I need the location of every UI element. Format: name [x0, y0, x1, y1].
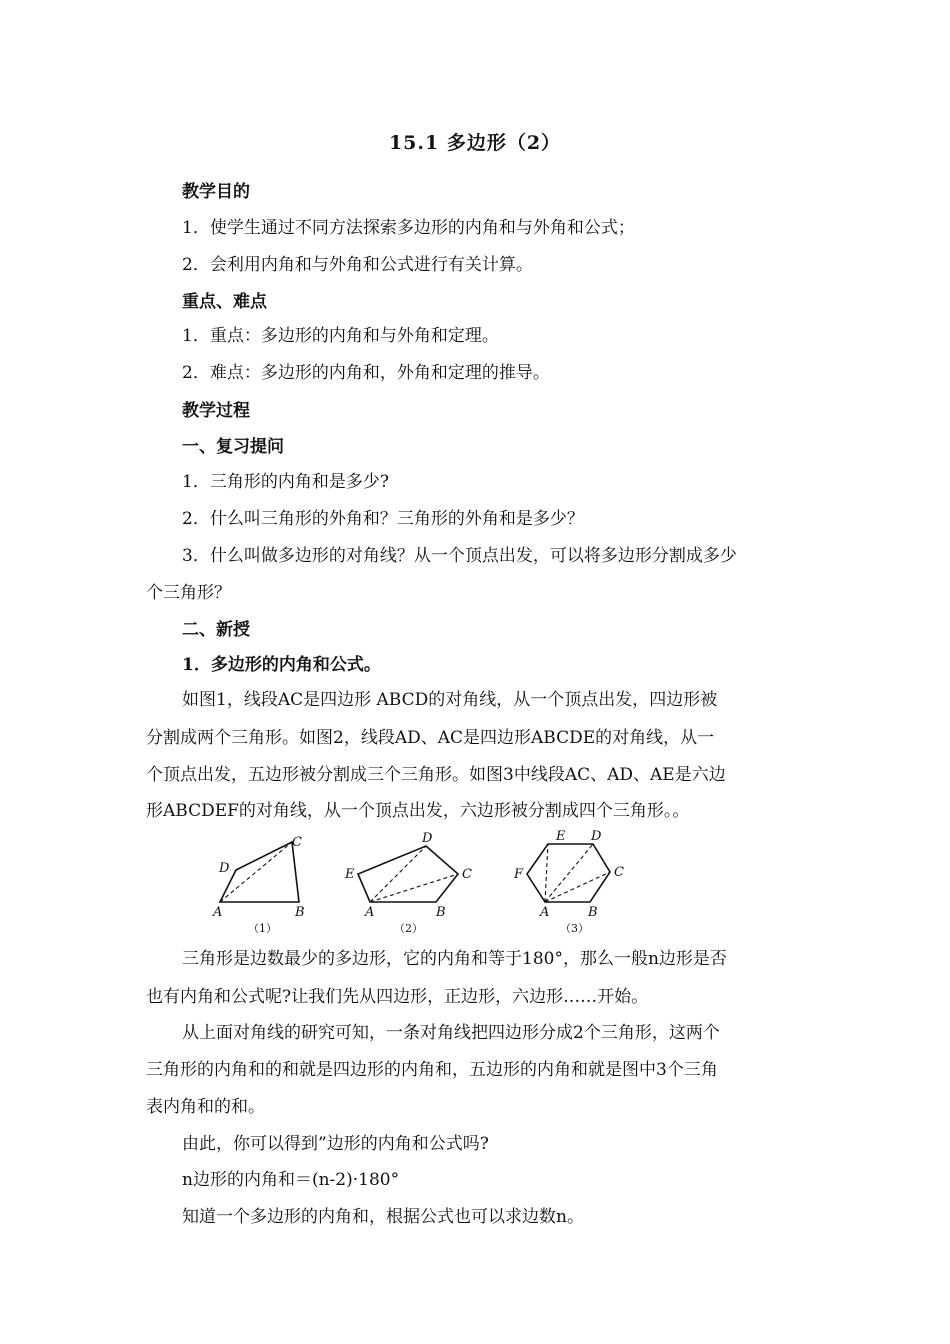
- diagonal-ac-fig1: [220, 842, 292, 902]
- paragraph-1-line-3: 个顶点出发，五边形被分割成三个三角形。如图3中线段AC、AD、AE是六边: [146, 765, 726, 785]
- interior-angle-subheading: 1．多边形的内角和公式。: [182, 655, 381, 675]
- objective-2: 2．会利用内角和与外角和公式进行有关计算。: [182, 255, 533, 275]
- review-question-2: 2．什么叫三角形的外角和？三角形的外角和是多少？: [182, 509, 584, 529]
- fig1-label-b: B: [295, 905, 305, 920]
- fig1-label-d: D: [219, 861, 230, 876]
- fig3-label-b: B: [588, 905, 598, 920]
- paragraph-2-line-1: 三角形是边数最少的多边形，它的内角和等于180°，那么一般n边形是否: [182, 949, 727, 969]
- key-points-heading: 重点、难点: [182, 292, 267, 312]
- paragraph-1-line-1: 如图1，线段AC是四边形 ABCD的对角线，从一个顶点出发，四边形被: [182, 690, 718, 710]
- polygon-diagrams-svg: [200, 826, 640, 946]
- objective-1: 1．使学生通过不同方法探索多边形的内角和与外角和公式；: [182, 218, 635, 238]
- polygon-figures: [200, 826, 640, 946]
- objectives-heading: 教学目的: [182, 182, 250, 202]
- paragraph-4: 由此，你可以得到”边形的内角和公式吗?: [182, 1134, 489, 1154]
- diagonal-ae-fig3: [545, 844, 548, 902]
- fig3-label-d: D: [591, 829, 602, 844]
- fig1-label-c: C: [292, 835, 302, 850]
- quadrilateral-abcd: [220, 842, 299, 902]
- process-heading: 教学过程: [182, 401, 250, 421]
- key-point-1: 1．重点：多边形的内角和与外角和定理。: [182, 326, 499, 346]
- new-lesson-heading: 二、新授: [182, 620, 250, 640]
- fig2-label-c: C: [462, 867, 472, 882]
- paragraph-5: 知道一个多边形的内角和，根据公式也可以求边数n。: [182, 1207, 584, 1227]
- fig3-caption: （3）: [560, 922, 589, 935]
- fig2-caption: （2）: [394, 922, 423, 935]
- pentagon-abcde: [358, 846, 458, 902]
- review-question-3: 3．什么叫做多边形的对角线？从一个顶点出发，可以将多边形分割成多少: [182, 546, 737, 566]
- review-question-1: 1．三角形的内角和是多少?: [182, 472, 389, 492]
- fig2-label-b: B: [436, 905, 446, 920]
- diagonal-ad-fig3: [545, 844, 593, 902]
- fig2-label-a: A: [365, 905, 375, 920]
- paragraph-3-line-2: 三角形的内角和的和就是四边形的内角和，五边形的内角和就是图中3个三角: [146, 1060, 718, 1080]
- fig2-label-d: D: [422, 831, 433, 846]
- paragraph-1-line-4: 形ABCDEF的对角线，从一个顶点出发，六边形被分割成四个三角形。。: [146, 801, 690, 821]
- paragraph-2-line-2: 也有内角和公式呢?让我们先从四边形，正边形，六边形……开始。: [146, 987, 649, 1007]
- fig3-label-c: C: [614, 865, 624, 880]
- fig3-label-f: F: [514, 867, 524, 882]
- review-question-3-cont: 个三角形？: [146, 583, 231, 603]
- paragraph-1-line-2: 分割成两个三角形。如图2，线段AD、AC是四边形ABCDE的对角线，从一: [146, 728, 715, 748]
- review-heading: 一、复习提问: [182, 437, 284, 457]
- key-point-2: 2．难点：多边形的内角和，外角和定理的推导。: [182, 363, 550, 383]
- fig1-label-a: A: [213, 905, 223, 920]
- fig3-label-e: E: [556, 829, 566, 844]
- paragraph-3-line-1: 从上面对角线的研究可知，一条对角线把四边形分成2个三角形，这两个: [182, 1023, 720, 1043]
- interior-angle-formula: n边形的内角和＝(n-2)·180°: [182, 1170, 400, 1190]
- fig2-label-e: E: [345, 867, 355, 882]
- page-title: 15.1 多边形（2）: [388, 132, 562, 154]
- diagonal-ac-fig2: [370, 874, 458, 902]
- fig1-caption: （1）: [248, 922, 277, 935]
- paragraph-3-line-3: 表内角和的和。: [146, 1097, 265, 1117]
- fig3-label-a: A: [540, 905, 550, 920]
